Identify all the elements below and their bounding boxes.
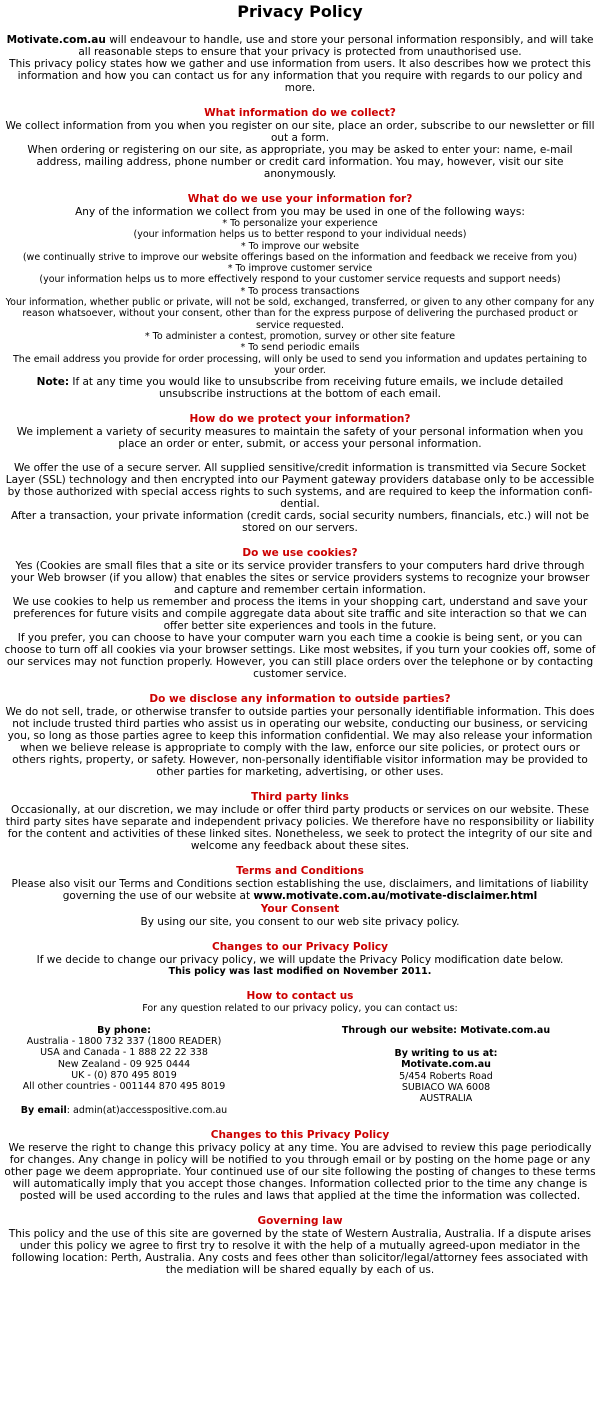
phone-line: USA and Canada - 1 888 22 22 338 — [40, 1047, 208, 1059]
changes-section — [4, 940, 596, 977]
governing-law-section — [4, 1214, 596, 1276]
list-item: * To improve our website — [240, 240, 360, 252]
note-paragraph: Note: If at any time you would like to unsubscribe from receiving future emails, we include detailed unsubscribe instructions at the bottom of each email. — [36, 376, 564, 401]
writing-name: Motivate.com.au — [401, 1059, 491, 1071]
contact-phone-column — [4, 1025, 244, 1116]
section-paragraph: If you prefer, you can choose to have your computer warn you each time a cookie is being sent, or you can choose to turn off all cookies via your browser settings. Like most websites, if you turn your cookies off, some of our services may not function properly. However, you can still place orders over the telephone or by contacting customer service. — [4, 632, 596, 681]
section-paragraph: Occasionally, at our discretion, we may include or offer third party products or services on our website. These third party sites have separate and independent privacy policies. We therefore have no responsibility or liability for the content and activities of these linked sites. Nonetheless, we seek to protect the integrity of our site and welcome any feedback about these sites. — [5, 804, 595, 853]
section-paragraph: Any of the information we collect from you may be used in one of the following ways: — [75, 206, 525, 218]
section-heading: What information do we collect? — [204, 107, 396, 119]
note-label: Note: — [36, 376, 70, 389]
phone-line: Australia - 1800 732 337 (1800 READER) — [26, 1036, 222, 1048]
section-heading: Terms and Conditions — [236, 865, 364, 878]
terms-section — [4, 864, 596, 928]
list-item: * To administer a contest, promotion, survey or other site feature — [144, 330, 456, 342]
list-item: (your information helps us to better respond to your individual needs) — [133, 229, 467, 241]
email-line: By email: admin(at)accesspositive.com.au — [20, 1104, 228, 1116]
collect-section — [4, 106, 596, 180]
intro-paragraph-2: This privacy policy states how we gather and use information from users. It also describes how we protect this information and how you can contact us for any information that you require with regards to our policy and more. — [9, 58, 591, 94]
disclaimer-link[interactable]: www.motivate.com.au/motivate-disclaimer.html — [253, 890, 538, 903]
section-paragraph: We offer the use of a secure server. All supplied sensitive/credit information is transmitted via Secure Socket Layer (SSL) technology and then encrypted into our Payment gateway providers database only to be accessible by those authorized with special access rights to such systems, and are required to keep the information confi-dential. — [5, 462, 595, 511]
section-paragraph: We collect information from you when you register on our site, place an order, subscribe to our newsletter or fill out a form. — [5, 120, 595, 144]
brand-name: Motivate.com.au — [6, 34, 106, 46]
phone-title: By phone: — [97, 1024, 151, 1036]
section-paragraph: After a transaction, your private information (credit cards, social security numbers, financials, etc.) will not be stored on our servers. — [11, 510, 589, 535]
intro-paragraph: Motivate.com.au will endeavour to handle, use and store your personal information responsibly, and will take all reasonable steps to ensure that your privacy is protected from unauthorised use. — [6, 34, 594, 58]
list-item: (we continually strive to improve our website offerings based on the information and feedback we receive from you) — [22, 251, 578, 263]
section-paragraph: If we decide to change our privacy policy, we will update the Privacy Policy modification date below. — [36, 954, 564, 967]
section-heading: Do we use cookies? — [242, 547, 358, 560]
use-list — [4, 218, 596, 376]
protect-section — [4, 412, 596, 534]
list-item: Your information, whether public or private, will not be sold, exchanged, transferred, or given to any other company for any reason whatsoever, without your consent, other than for the express purpose of delivering the purchased product or service requested. — [5, 297, 595, 331]
list-item: * To personalize your experience — [222, 218, 378, 229]
section-heading: What do we use your information for? — [187, 193, 413, 205]
section-heading: Your Consent — [260, 903, 340, 916]
section-heading: How to contact us — [246, 990, 354, 1003]
email-label: By email — [20, 1104, 67, 1116]
address-line: AUSTRALIA — [419, 1093, 473, 1105]
section-paragraph: We implement a variety of security measures to maintain the safety of your personal information when you place an order or enter, submit, or access your personal information. — [16, 426, 584, 451]
last-modified: This policy was last modified on November 2011. — [168, 966, 432, 978]
phone-line: All other countries - 001144 870 495 8019 — [22, 1081, 226, 1093]
section-heading: Changes to our Privacy Policy — [212, 941, 388, 954]
section-heading: How do we protect your information? — [189, 413, 411, 426]
page-title: Privacy Policy — [237, 2, 363, 21]
list-item: * To send periodic emails — [240, 342, 360, 354]
changes2-section — [4, 1128, 596, 1202]
list-item: * To improve customer service — [227, 263, 373, 275]
use-section — [4, 192, 596, 400]
section-heading: Governing law — [257, 1214, 343, 1227]
privacy-policy-page — [0, 2, 600, 1276]
section-heading: Changes to this Privacy Policy — [210, 1128, 390, 1141]
section-paragraph: When ordering or registering on our site, as appropriate, you may be asked to enter your: name, e-mail address, mailing address, phone number or credit card information. You may, however, visit our site anonymously. — [27, 144, 573, 180]
address-line: 5/454 Roberts Road — [399, 1070, 493, 1082]
phone-line: UK - (0) 870 495 8019 — [71, 1069, 177, 1081]
contact-section — [4, 989, 596, 1115]
address-line: SUBIACO WA 6008 — [401, 1081, 491, 1093]
phone-line: New Zealand - 09 925 0444 — [57, 1058, 191, 1070]
section-paragraph: By using our site, you consent to our web site privacy policy. — [140, 916, 460, 929]
section-paragraph: This policy and the use of this site are governed by the state of Western Australia, Australia. If a dispute arises under this policy we agree to first try to resolve it with the help of a mutually agreed-upon mediator in the following location: Perth, Australia. Any costs and fees other than solicitor/legal/attorney fees associated with the mediation will be shared equally by each of us. — [8, 1227, 592, 1276]
cookies-section — [4, 546, 596, 680]
contact-write-column — [296, 1025, 596, 1116]
contact-columns — [4, 1025, 596, 1116]
third-party-section — [4, 790, 596, 852]
list-item: (your information helps us to more effectively respond to your customer service requests and support needs) — [39, 274, 561, 286]
section-paragraph: We reserve the right to change this privacy policy at any time. You are advised to review this page periodically for changes. Any change in policy will be notified to you through email or by posting on the home page or any other page we deem appropriate. Your continued use of our site following the posting of changes to these terms will automatically imply that you accept those changes. Information collected prior to the time any change is posted will be used according to the rules and laws that applied at the time the information was collected. — [4, 1141, 596, 1202]
section-paragraph: We use cookies to help us remember and process the items in your shopping cart, understand and save your preferences for future visits and compile aggregate data about site traffic and site interaction so that we can offer better site experiences and tools in the future. — [12, 596, 588, 633]
section-paragraph: For any question related to our privacy policy, you can contact us: — [142, 1003, 458, 1015]
list-item: * To process transactions — [240, 285, 360, 297]
list-item: The email address you provide for order processing, will only be used to send you information and updates pertaining to your order. — [13, 353, 587, 376]
section-paragraph: Yes (Cookies are small files that a site or its service provider transfers to your computers hard drive through your Web browser (if you allow) that enables the sites or service providers systems to recognize your browser and capture and remember certain information. — [10, 560, 590, 597]
intro-section — [4, 34, 596, 94]
section-heading: Do we disclose any information to outside parties? — [149, 693, 451, 706]
section-paragraph: We do not sell, trade, or otherwise transfer to outside parties your personally identifiable information. This does not include trusted third parties who assist us in operating our website, conducting our business, or servicing you, so long as those parties agree to keep this information confidential. We may also release your information when we believe release is appropriate to comply with the law, enforce our site policies, or protect ours or others rights, property, or safety. However, non-personally identifiable visitor information may be provided to other parties for marketing, advertising, or other uses. — [5, 706, 595, 779]
section-heading: Third party links — [251, 791, 349, 804]
website-line: Through our website: Motivate.com.au — [341, 1024, 551, 1036]
writing-title: By writing to us at: — [394, 1048, 498, 1060]
disclose-section — [4, 692, 596, 778]
section-paragraph: Please also visit our Terms and Conditions section establishing the use, disclaimers, and limitations of liability governing the use of our website at www.motivate.com.au/motivate-disclaimer.html — [11, 878, 589, 903]
